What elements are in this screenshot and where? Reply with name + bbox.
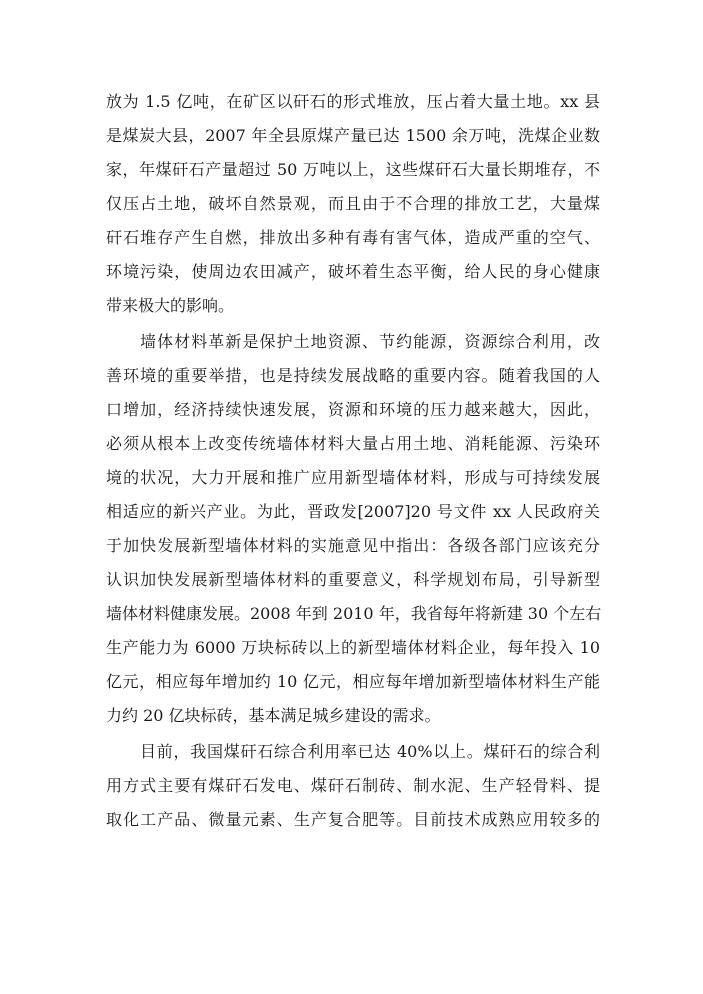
paragraph-2-line-1: 墙体材料革新是保护土地资源、节约能源，资源综合利用，改 [140, 332, 600, 351]
paragraph-1-line-5: 矸石堆存产生自燃，排放出多种有毒有害气体，造成严重的空气、 [106, 228, 600, 247]
paragraph-2-line-8: 认识加快发展新型墙体材料的重要意义，科学规划布局，引导新型 [106, 570, 600, 589]
paragraph-2-line-5: 境的状况，大力开展和推广应用新型墙体材料，形成与可持续发展 [106, 468, 600, 487]
paragraph-2-line-4: 必须从根本上改变传统墙体材料大量占用土地、消耗能源、污染环 [106, 434, 600, 453]
paragraph-2-line-3: 口增加，经济持续快速发展，资源和环境的压力越来越大，因此， [106, 400, 600, 419]
paragraph-2-line-11: 亿元，相应每年增加约 10 亿元，相应每年增加新型墙体材料生产能 [106, 672, 600, 691]
paragraph-2-line-10: 生产能力为 6000 万块标砖以上的新型墙体材料企业，每年投入 10 [106, 638, 600, 657]
paragraph-3-line-1: 目前，我国煤矸石综合利用率已达 40%以上。煤矸石的综合利 [140, 742, 600, 761]
paragraph-1-line-2: 是煤炭大县，2007 年全县原煤产量已达 1500 余万吨，洗煤企业数 [106, 126, 600, 145]
paragraph-1-line-4: 仅压占土地，破坏自然景观，而且由于不合理的排放工艺，大量煤 [106, 194, 600, 213]
paragraph-2-line-9: 墙体材料健康发展。2008 年到 2010 年，我省每年将新建 30 个左右 [106, 604, 602, 623]
paragraph-1-line-6: 环境污染，使周边农田减产，破坏着生态平衡，给人民的身心健康 [106, 262, 600, 281]
paragraph-2-line-7: 于加快发展新型墙体材料的实施意见中指出：各级各部门应该充分 [106, 536, 600, 555]
paragraph-2-line-12: 力约 20 亿块标砖，基本满足城乡建设的需求。 [106, 706, 441, 725]
paragraph-1-line-3: 家，年煤矸石产量超过 50 万吨以上，这些煤矸石大量长期堆存，不 [106, 160, 600, 179]
paragraph-2-line-2: 善环境的重要举措，也是持续发展战略的重要内容。随着我国的人 [106, 366, 600, 385]
paragraph-3-line-3: 取化工产品、微量元素、生产复合肥等。目前技术成熟应用较多的 [106, 810, 600, 829]
paragraph-1-line-1: 放为 1.5 亿吨，在矿区以矸石的形式堆放，压占着大量土地。xx 县 [106, 92, 600, 111]
paragraph-2-line-6: 相适应的新兴产业。为此，晋政发[2007]20 号文件 xx 人民政府关 [106, 502, 600, 521]
paragraph-3-line-2: 用方式主要有煤矸石发电、煤矸石制砖、制水泥、生产轻骨料、提 [106, 776, 600, 795]
paragraph-1-line-7: 带来极大的影响。 [106, 296, 235, 315]
